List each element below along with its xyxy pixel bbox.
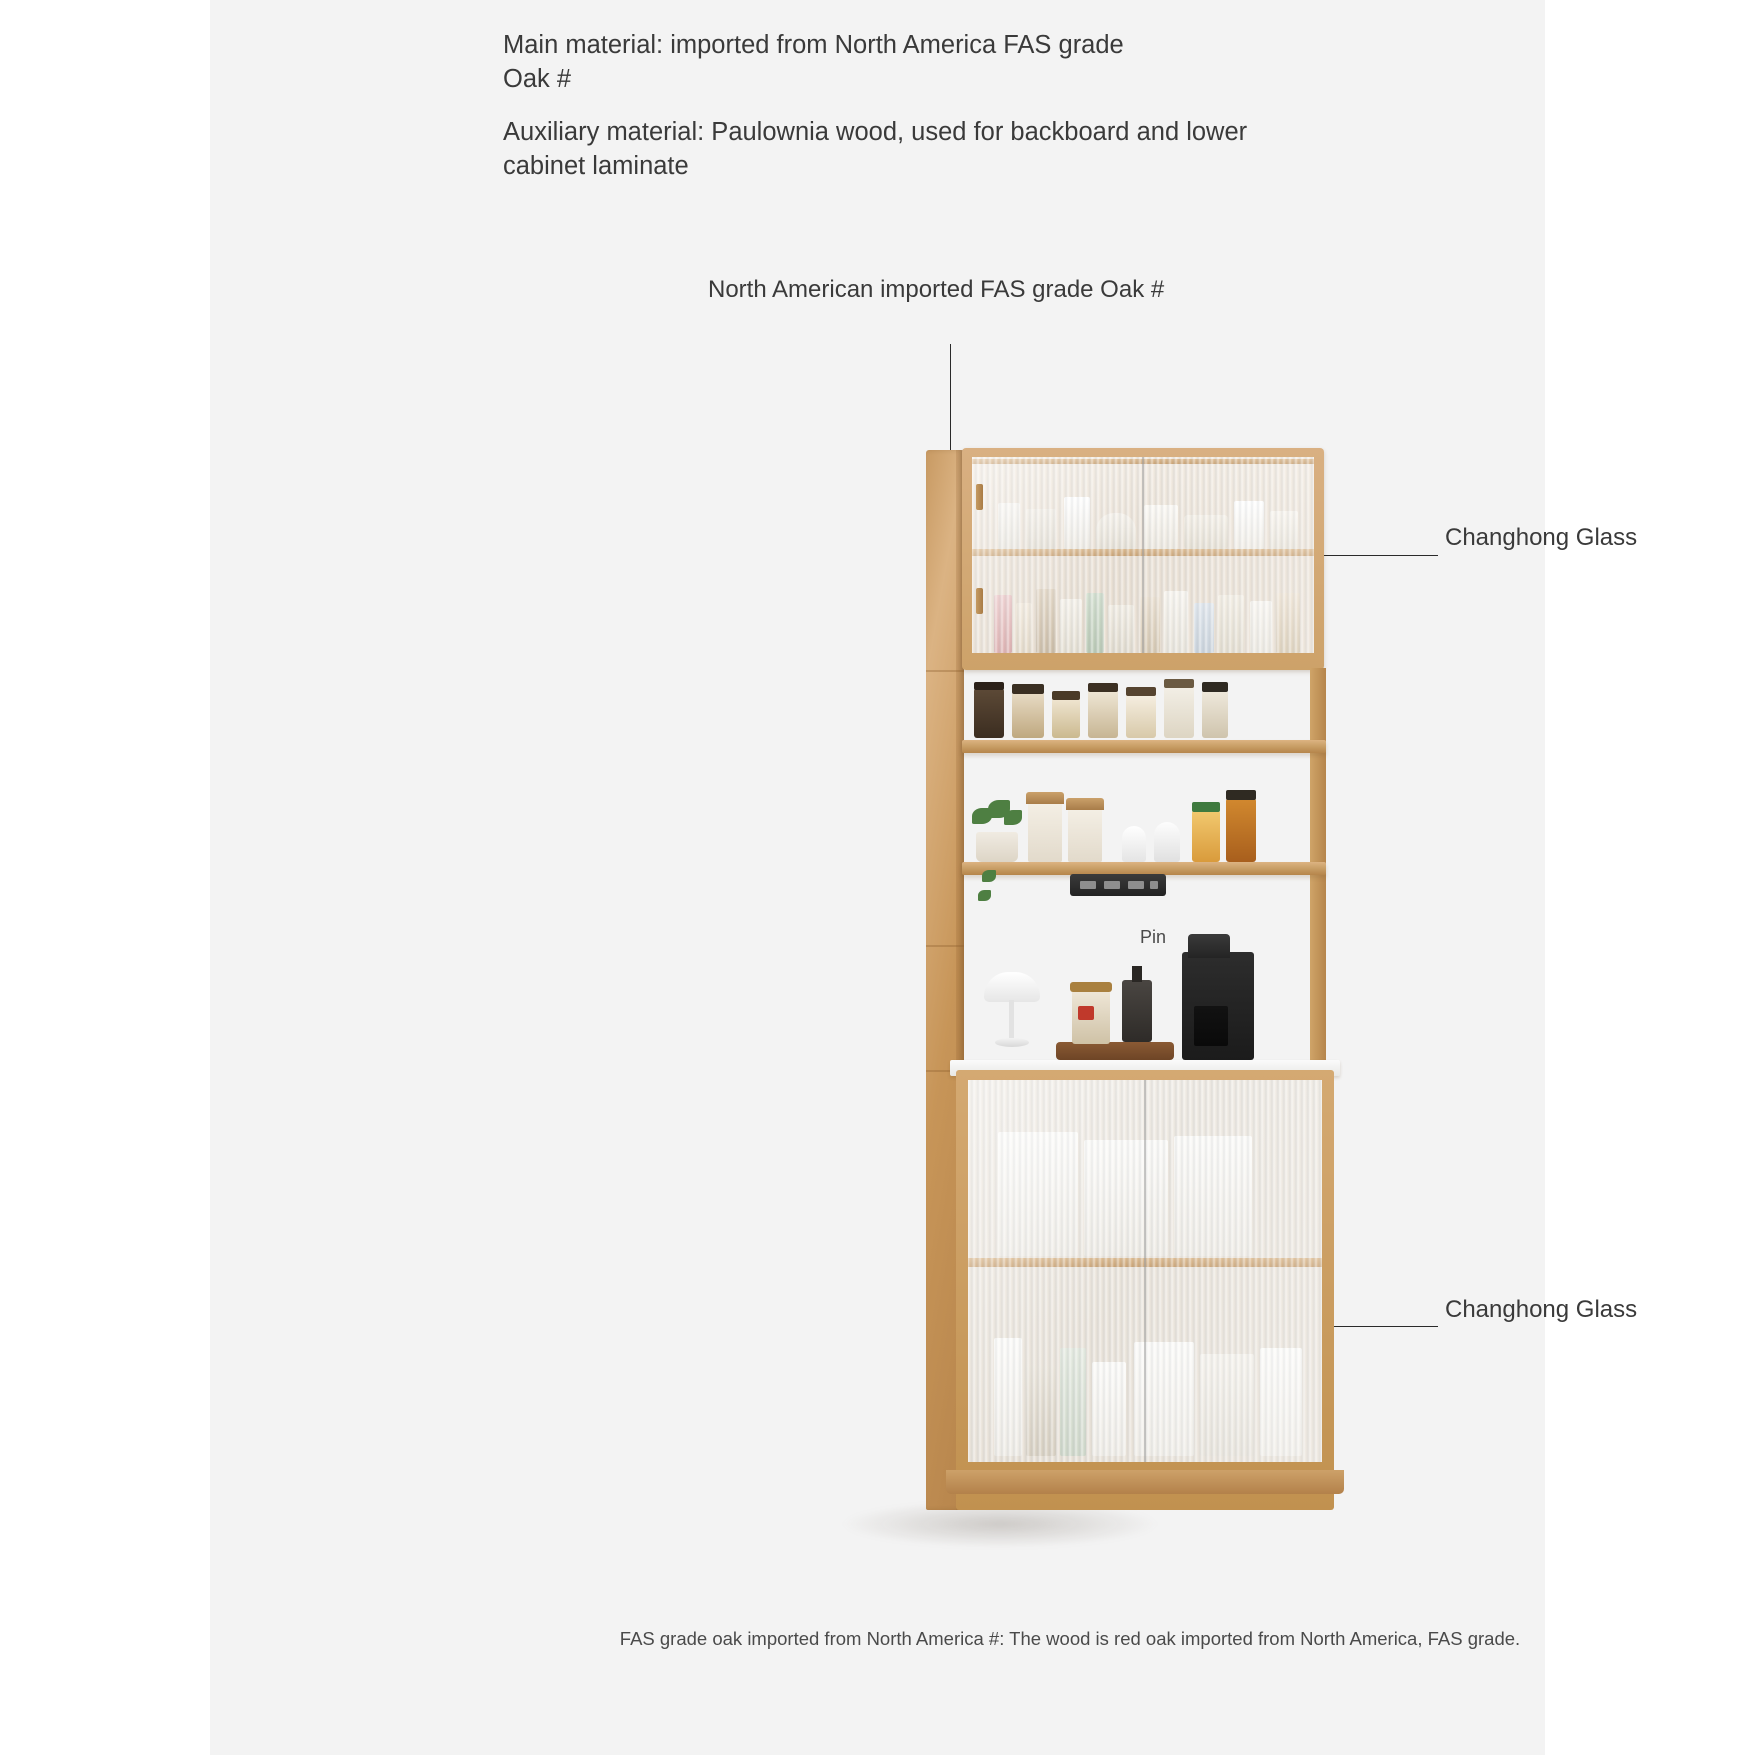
canister bbox=[1068, 808, 1102, 862]
annotation-glass-bottom: Changhong Glass bbox=[1445, 1296, 1638, 1323]
shelf-item bbox=[1144, 505, 1178, 549]
bottom-glass-cabinet[interactable] bbox=[956, 1070, 1334, 1510]
sauce-jar-lid bbox=[1226, 790, 1256, 800]
hand-grinder bbox=[1122, 980, 1152, 1042]
annotation-oak-callout: North American imported FAS grade Oak # bbox=[708, 276, 1165, 303]
jar bbox=[1088, 690, 1118, 738]
shelf-item bbox=[998, 503, 1020, 549]
canister-label bbox=[1078, 1006, 1094, 1020]
annotation-glass-top: Changhong Glass bbox=[1445, 524, 1638, 551]
shelf-item bbox=[1270, 511, 1298, 549]
jar-lid bbox=[1012, 684, 1044, 694]
image-canvas bbox=[210, 0, 1638, 1755]
sauce-jar bbox=[1192, 810, 1220, 862]
shelf-item bbox=[1016, 603, 1032, 653]
canister-lid bbox=[1066, 798, 1104, 810]
jar bbox=[1202, 690, 1228, 738]
socket-port bbox=[1104, 881, 1120, 889]
storage-box bbox=[1200, 1354, 1254, 1456]
socket-port bbox=[1080, 881, 1096, 889]
shelf-item bbox=[1086, 593, 1104, 653]
table-lamp-stem bbox=[1009, 1000, 1014, 1038]
product-illustration bbox=[926, 450, 1366, 1540]
top-glass-cabinet[interactable] bbox=[962, 448, 1324, 670]
shelf-item bbox=[994, 595, 1012, 653]
jar-lid bbox=[1088, 683, 1118, 692]
canister bbox=[1028, 802, 1062, 862]
socket-port bbox=[1150, 881, 1158, 889]
canister-lid bbox=[1070, 982, 1112, 992]
cabinet-handle[interactable] bbox=[976, 588, 983, 614]
shelf-item bbox=[1234, 501, 1264, 549]
annotation-pin-label: Pin bbox=[1140, 927, 1167, 947]
shelf-item bbox=[1250, 601, 1272, 653]
storage-box bbox=[1084, 1140, 1168, 1256]
shelf-item bbox=[1064, 497, 1090, 549]
pepper-shaker bbox=[1154, 822, 1180, 862]
grinder-handle bbox=[1132, 966, 1142, 982]
jar-lid bbox=[1164, 679, 1194, 688]
shelf-item bbox=[1276, 593, 1300, 653]
annotation-auxiliary-material: Auxiliary material: Paulownia wood, used for backboard and lower cabinet laminate bbox=[503, 118, 1248, 181]
plant-leaf-trailing bbox=[982, 870, 996, 882]
shelf-support-post bbox=[1310, 668, 1326, 793]
post-joint bbox=[926, 945, 964, 947]
wooden-tray bbox=[1056, 1042, 1174, 1060]
canister-lid bbox=[1026, 792, 1064, 804]
storage-box bbox=[1134, 1342, 1194, 1456]
socket-port bbox=[1128, 881, 1144, 889]
jar bbox=[974, 688, 1004, 738]
cabinet-plinth bbox=[946, 1470, 1344, 1494]
shelf-item bbox=[1218, 595, 1244, 653]
glass-door-split bbox=[1144, 1080, 1146, 1462]
salt-shaker bbox=[1122, 826, 1146, 862]
plant-pot bbox=[976, 832, 1018, 862]
post-joint bbox=[926, 670, 964, 672]
plant-leaf-trailing bbox=[978, 890, 991, 901]
grinder-hopper bbox=[1188, 934, 1230, 958]
shelf-item bbox=[1060, 599, 1082, 653]
power-socket[interactable] bbox=[1070, 874, 1166, 896]
jar bbox=[1012, 692, 1044, 738]
annotation-main-material: Main material: imported from North America FAS grade Oak # bbox=[503, 31, 1124, 94]
shelf-item bbox=[1164, 591, 1188, 653]
table-lamp-shade bbox=[984, 972, 1040, 1002]
jar bbox=[1164, 686, 1194, 738]
storage-item bbox=[1092, 1362, 1126, 1456]
storage-item bbox=[1026, 1366, 1056, 1456]
shelf-item bbox=[1096, 513, 1136, 549]
storage-box bbox=[998, 1132, 1078, 1256]
shelf-support-post bbox=[1310, 900, 1326, 1080]
footnote-text: FAS grade oak imported from North America #: The wood is red oak imported from North America, FAS grade. bbox=[619, 1628, 1521, 1649]
storage-item bbox=[994, 1338, 1022, 1456]
shelf-item bbox=[1108, 605, 1134, 653]
shelf-item bbox=[1026, 509, 1056, 549]
jar-lid bbox=[974, 682, 1004, 690]
jar bbox=[1052, 698, 1080, 738]
jar-lid bbox=[1202, 682, 1228, 692]
sauce-jar-lid bbox=[1192, 802, 1220, 812]
grinder-chute bbox=[1194, 1006, 1228, 1046]
jar-lid bbox=[1126, 687, 1156, 696]
cabinet-handle[interactable] bbox=[976, 484, 983, 510]
bottom-cabinet-interior bbox=[968, 1080, 1322, 1462]
jar bbox=[1126, 694, 1156, 738]
shelf-item bbox=[1184, 515, 1228, 549]
glass-door-split bbox=[1142, 457, 1144, 653]
storage-item bbox=[1060, 1348, 1086, 1456]
plant-leaf bbox=[1004, 810, 1022, 825]
jar-lid bbox=[1052, 691, 1080, 700]
top-cabinet-interior bbox=[972, 457, 1314, 653]
shelf-item bbox=[1194, 603, 1214, 653]
storage-box bbox=[1260, 1348, 1302, 1456]
storage-box bbox=[1174, 1136, 1252, 1256]
shelf-support-post bbox=[1310, 780, 1326, 910]
open-shelf-upper bbox=[962, 740, 1326, 753]
shelf-item bbox=[1036, 589, 1056, 653]
table-lamp-base bbox=[995, 1038, 1029, 1047]
sauce-jar bbox=[1226, 798, 1256, 862]
